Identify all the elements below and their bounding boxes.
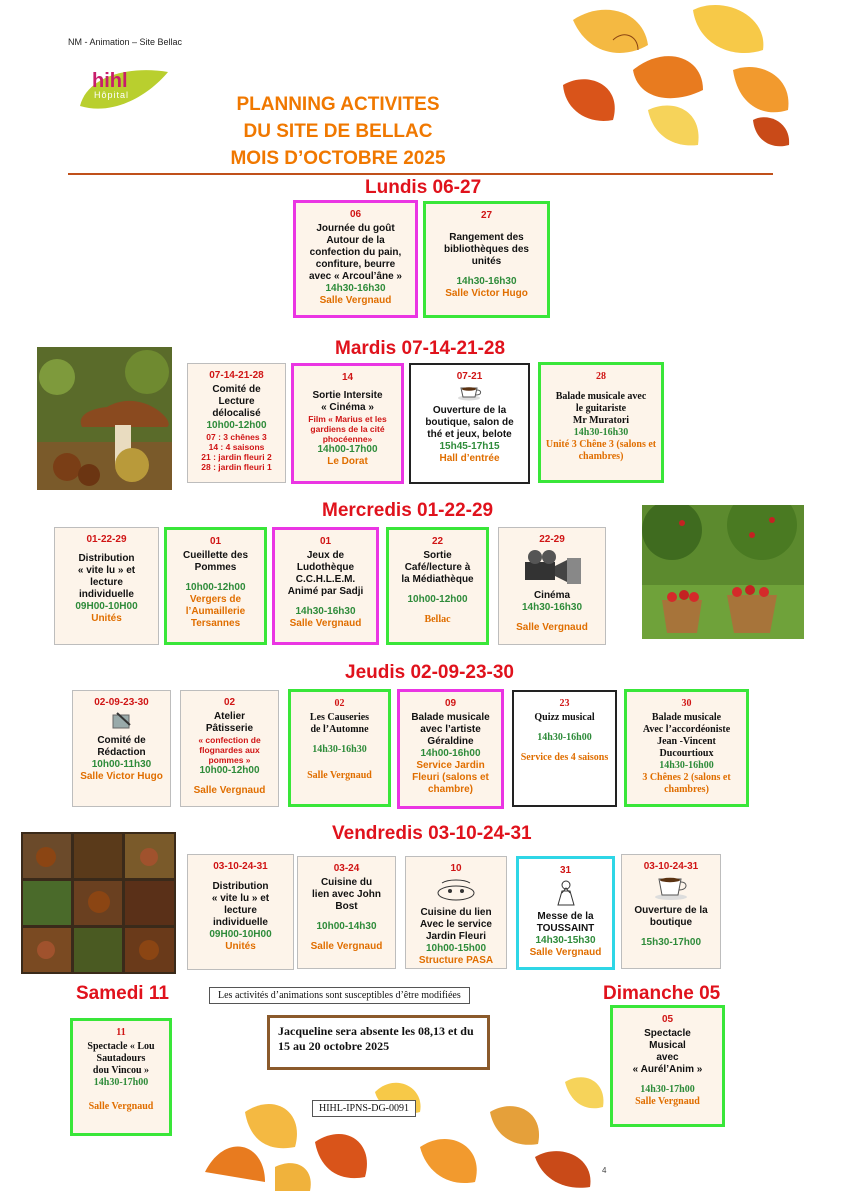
activity-line: Comité de — [97, 735, 146, 746]
activity-line: Sortie Intersite — [312, 390, 383, 401]
activity-time: 10h00-12h00 — [206, 420, 267, 431]
activity-card — [70, 1018, 172, 1136]
apple-baskets-photo — [642, 505, 804, 639]
activity-line: Avec l’accordéoniste — [642, 724, 731, 735]
activity-line: « vite lu » et — [211, 893, 270, 904]
activity-card — [297, 856, 396, 969]
activity-line: Balade musicale avec — [555, 391, 647, 402]
activity-place: Le Dorat — [327, 456, 368, 467]
activity-line: « Cinéma » — [321, 402, 374, 413]
day-heading-lundis: Lundis 06-27 — [365, 177, 482, 198]
modification-notice: Les activités d’animations sont susceptibles d’être modifiées — [209, 987, 470, 1004]
activity-place: Salle Vergnaud — [310, 941, 383, 952]
activity-note: « confection de flognardes aux pommes » — [198, 735, 261, 765]
activity-line: Distribution — [212, 881, 269, 892]
activity-line: confection du pain, — [309, 247, 402, 258]
activity-time: 14h00-17h00 — [317, 444, 378, 455]
activity-line: TOUSSAINT — [536, 923, 595, 934]
activity-place: Service Jardin Fleuri (salons et chambre) — [412, 760, 489, 795]
activity-time: 15h30-17h00 — [640, 937, 702, 948]
activity-place: Salle Vergnaud — [529, 947, 602, 958]
activity-place: Salle Vergnaud — [88, 1101, 154, 1112]
activity-card — [386, 527, 489, 645]
activity-date: 07-14-21-28 — [209, 370, 264, 381]
activity-line: lecture — [224, 905, 257, 916]
activity-time: 14h30-17h00 — [93, 1077, 149, 1088]
coffee-cup-icon — [457, 385, 483, 401]
activity-line: Sautadours — [96, 1053, 146, 1064]
activity-card — [293, 200, 418, 318]
activity-line: dou Vincou » — [92, 1065, 150, 1076]
activity-date: 06 — [349, 209, 362, 220]
activity-date: 10 — [450, 863, 462, 874]
activity-line: Atelier — [213, 711, 246, 722]
activity-date: 14 — [341, 372, 354, 383]
activity-date: 22-29 — [539, 534, 565, 545]
header-divider — [68, 173, 773, 175]
activity-place: Bellac — [424, 614, 451, 625]
activity-place: Unités — [91, 613, 122, 624]
activity-time: 10h00-15h00 — [425, 943, 487, 954]
activity-date: 07-21 — [456, 371, 483, 382]
day-heading-jeudis: Jeudis 02-09-23-30 — [345, 662, 514, 683]
activity-date: 28 — [596, 371, 606, 382]
activity-date: 05 — [661, 1014, 674, 1025]
activity-line: la Médiathèque — [401, 574, 474, 585]
activity-date: 22 — [431, 536, 444, 547]
activity-card — [621, 854, 721, 969]
activity-line: Autour de la — [326, 235, 385, 246]
activity-card — [272, 527, 379, 645]
activity-time: 14h30-16h30 — [325, 283, 386, 294]
activity-place: Service des 4 saisons — [520, 752, 609, 763]
activity-card — [72, 690, 171, 807]
activity-line: Spectacle « Lou — [87, 1041, 155, 1052]
activity-line: le guitariste — [575, 403, 627, 414]
activity-time: 14h30-16h30 — [573, 427, 629, 438]
activity-time: 14h30-17h00 — [640, 1084, 695, 1095]
activity-line: Cuisine du lien — [420, 907, 492, 918]
activity-line: « vite lu » et — [77, 565, 136, 576]
activity-line: Jardin Fleuri — [425, 931, 486, 942]
activity-date: 09 — [444, 698, 457, 709]
activity-line: Avec le service — [420, 919, 492, 930]
activity-date: 03-10-24-31 — [213, 861, 268, 872]
day-heading-samedi: Samedi 11 — [76, 983, 169, 1004]
activity-line: lien avec John — [312, 889, 381, 900]
activity-line: Jeux de — [306, 550, 345, 561]
activity-place: Salle Vergnaud — [307, 770, 372, 781]
activity-line: bibliothèques des — [443, 244, 529, 255]
activity-time: 09H00-10H00 — [209, 929, 272, 940]
activity-time: 14h30-16h30 — [295, 606, 356, 617]
activity-time: 10h00-12h00 — [407, 594, 468, 605]
activity-date: 31 — [559, 865, 572, 876]
activity-line: Mr Muratori — [572, 415, 630, 426]
coffee-cup-icon — [651, 875, 691, 901]
activity-place: Salle Vergnaud — [635, 1096, 700, 1107]
activity-line: C.C.H.L.E.M. — [295, 574, 356, 585]
activity-detail: 07 : 3 chênes 3 — [206, 432, 267, 442]
activity-date: 23 — [559, 698, 570, 709]
activity-date: 30 — [681, 698, 692, 709]
activity-time: 10h00-12h00 — [185, 582, 246, 593]
activity-place: Hall d’entrée — [439, 453, 500, 464]
logo-subtext: Hôpital — [94, 90, 130, 100]
chestnuts-collage-photo — [21, 832, 176, 974]
activity-line: Les Causeries — [309, 712, 370, 723]
activity-line: Distribution — [78, 553, 135, 564]
activity-date: 02 — [223, 697, 236, 708]
activity-line: Pommes — [194, 562, 237, 573]
activity-time: 14h30-16h30 — [521, 602, 583, 613]
activity-line: Musical — [649, 1040, 686, 1051]
day-heading-dimanche: Dimanche 05 — [603, 983, 721, 1004]
activity-detail: 28 : jardin fleuri 1 — [201, 462, 272, 472]
activity-date: 01 — [319, 536, 332, 547]
page-title-line-2: DU SITE DE BELLAC — [243, 121, 433, 142]
autumn-leaves-bottom-image — [205, 1052, 610, 1191]
activity-line: Quizz musical — [534, 712, 595, 723]
activity-detail: 14 : 4 saisons — [208, 442, 265, 452]
activity-line: Rédaction — [97, 747, 146, 758]
activity-line: lecture — [90, 577, 123, 588]
activity-place: Salle Vergnaud — [319, 295, 392, 306]
activity-card — [498, 527, 606, 645]
activity-card — [291, 363, 404, 484]
activity-place: 3 Chênes 2 (salons et chambres) — [642, 772, 731, 795]
activity-line: Géraldine — [427, 736, 474, 747]
activity-line: boutique — [649, 917, 693, 928]
activity-date: 02 — [334, 698, 345, 709]
activity-date: 01 — [209, 536, 222, 547]
activity-line: individuelle — [78, 589, 134, 600]
activity-line: Cinéma — [533, 590, 571, 601]
activity-place: Salle Victor Hugo — [80, 771, 163, 782]
activity-card — [397, 689, 504, 809]
activity-line: Balade musicale — [411, 712, 490, 723]
activity-line: Messe de la — [537, 911, 594, 922]
page-title-line-3: MOIS D’OCTOBRE 2025 — [230, 148, 446, 169]
activity-line: Ouverture de la — [432, 405, 507, 416]
activity-place: Salle Vergnaud — [193, 785, 266, 796]
activity-line: Café/lecture à — [404, 562, 471, 573]
praying-figure-icon — [548, 879, 584, 907]
activity-line: Sortie — [423, 550, 452, 561]
activity-time: 10h00-11h30 — [91, 759, 152, 770]
activity-line: Pâtisserie — [205, 723, 254, 734]
activity-line: avec — [656, 1052, 679, 1063]
activity-line: de l’Automne — [310, 724, 369, 735]
activity-date: 01-22-29 — [86, 534, 127, 545]
activity-line: Journée du goût — [316, 223, 395, 234]
activity-line: Ouverture de la — [634, 905, 708, 916]
activity-card — [409, 363, 530, 484]
autumn-leaves-top-image — [553, 0, 798, 150]
document-reference: HIHL-IPNS-DG-0091 — [312, 1100, 416, 1117]
activity-line: Lecture — [218, 396, 255, 407]
activity-line: Spectacle — [644, 1028, 691, 1039]
activity-card — [516, 856, 615, 970]
activity-line: Comité de — [212, 384, 261, 395]
writing-desk-icon — [111, 711, 133, 731]
activity-date: 02-09-23-30 — [94, 697, 149, 708]
activity-place: Structure PASA — [418, 955, 494, 966]
day-heading-vendredis: Vendredis 03-10-24-31 — [332, 823, 532, 844]
activity-line: Jean -Vincent — [657, 736, 716, 747]
activity-card — [187, 363, 286, 483]
activity-card — [288, 689, 391, 807]
activity-detail: 21 : jardin fleuri 2 — [201, 452, 272, 462]
film-camera-icon — [521, 548, 583, 586]
logo-text: hihl — [92, 70, 128, 92]
activity-line: unités — [471, 256, 502, 267]
activity-place: Salle Vergnaud — [516, 622, 588, 633]
activity-date: 11 — [116, 1027, 126, 1038]
activity-line: avec « Arcoul’âne » — [308, 271, 402, 282]
activity-line: Animé par Sadji — [287, 586, 364, 597]
activity-line: confiture, beurre — [315, 259, 396, 270]
activity-line: Bost — [335, 901, 358, 912]
activity-line: Ludothèque — [296, 562, 355, 573]
activity-time: 14h30-16h30 — [312, 744, 367, 755]
activity-card — [610, 1005, 725, 1127]
activity-time: 14h30-16h00 — [537, 732, 592, 743]
activity-card — [187, 854, 294, 970]
activity-time: 14h30-16h00 — [659, 760, 714, 771]
hospital-logo — [78, 66, 174, 118]
day-heading-mercredis: Mercredis 01-22-29 — [322, 500, 494, 521]
activity-line: thé et jeux, belote — [427, 429, 512, 440]
activity-card — [512, 690, 617, 807]
activity-card — [423, 201, 550, 318]
activity-card — [624, 689, 749, 807]
activity-line: avec l’artiste — [420, 724, 481, 735]
activity-time: 10h00-12h00 — [199, 765, 260, 776]
activity-place: Unité 3 Chêne 3 (salons et chambres) — [545, 439, 657, 462]
activity-time: 15h45-17h15 — [439, 441, 500, 452]
activity-film-title: Film « Marius et les gardiens de la cité phocéenne» — [308, 414, 387, 444]
activity-time: 14h00-16h00 — [420, 748, 481, 759]
header-service-label: NM - Animation – Site Bellac — [68, 37, 183, 47]
activity-card — [54, 527, 159, 645]
activity-card — [164, 527, 267, 645]
activity-line: Cueillette des — [182, 550, 249, 561]
activity-date: 03-24 — [333, 863, 360, 874]
activity-card — [405, 856, 507, 969]
activity-time: 10h00-14h30 — [316, 921, 377, 932]
activity-line: Rangement des — [449, 232, 524, 243]
activity-line: délocalisé — [212, 408, 261, 419]
activity-card — [180, 690, 279, 807]
activity-line: Ducourtioux — [659, 748, 714, 759]
activity-time: 14h30-16h30 — [456, 276, 517, 287]
activity-line: individuelle — [212, 917, 268, 928]
activity-line: « Aurél’Anim » — [632, 1064, 703, 1075]
activity-date: 27 — [480, 210, 493, 221]
page-title-line-1: PLANNING ACTIVITES — [236, 94, 440, 115]
activity-line: Cuisine du — [320, 877, 373, 888]
activity-place: Vergers de l’Aumaillerie Tersannes — [185, 594, 246, 629]
absence-notice — [267, 1015, 490, 1070]
absence-notice-text: Jacqueline sera absente les 08,13 et du 15 au 20 octobre 2025 — [278, 1024, 474, 1053]
activity-place: Salle Vergnaud — [289, 618, 362, 629]
page-number: 4 — [602, 1166, 607, 1175]
cooking-icon — [434, 877, 478, 903]
mushroom-photo — [37, 347, 172, 490]
activity-time: 14h30-15h30 — [535, 935, 596, 946]
activity-place: Salle Victor Hugo — [445, 288, 528, 299]
day-heading-mardis: Mardis 07-14-21-28 — [335, 338, 506, 359]
activity-time: 09H00-10H00 — [75, 601, 138, 612]
activity-card — [538, 362, 664, 483]
activity-line: Balade musicale — [651, 712, 722, 723]
activity-line: boutique, salon de — [425, 417, 514, 428]
activity-date: 03-10-24-31 — [643, 861, 699, 872]
activity-place: Unités — [225, 941, 256, 952]
